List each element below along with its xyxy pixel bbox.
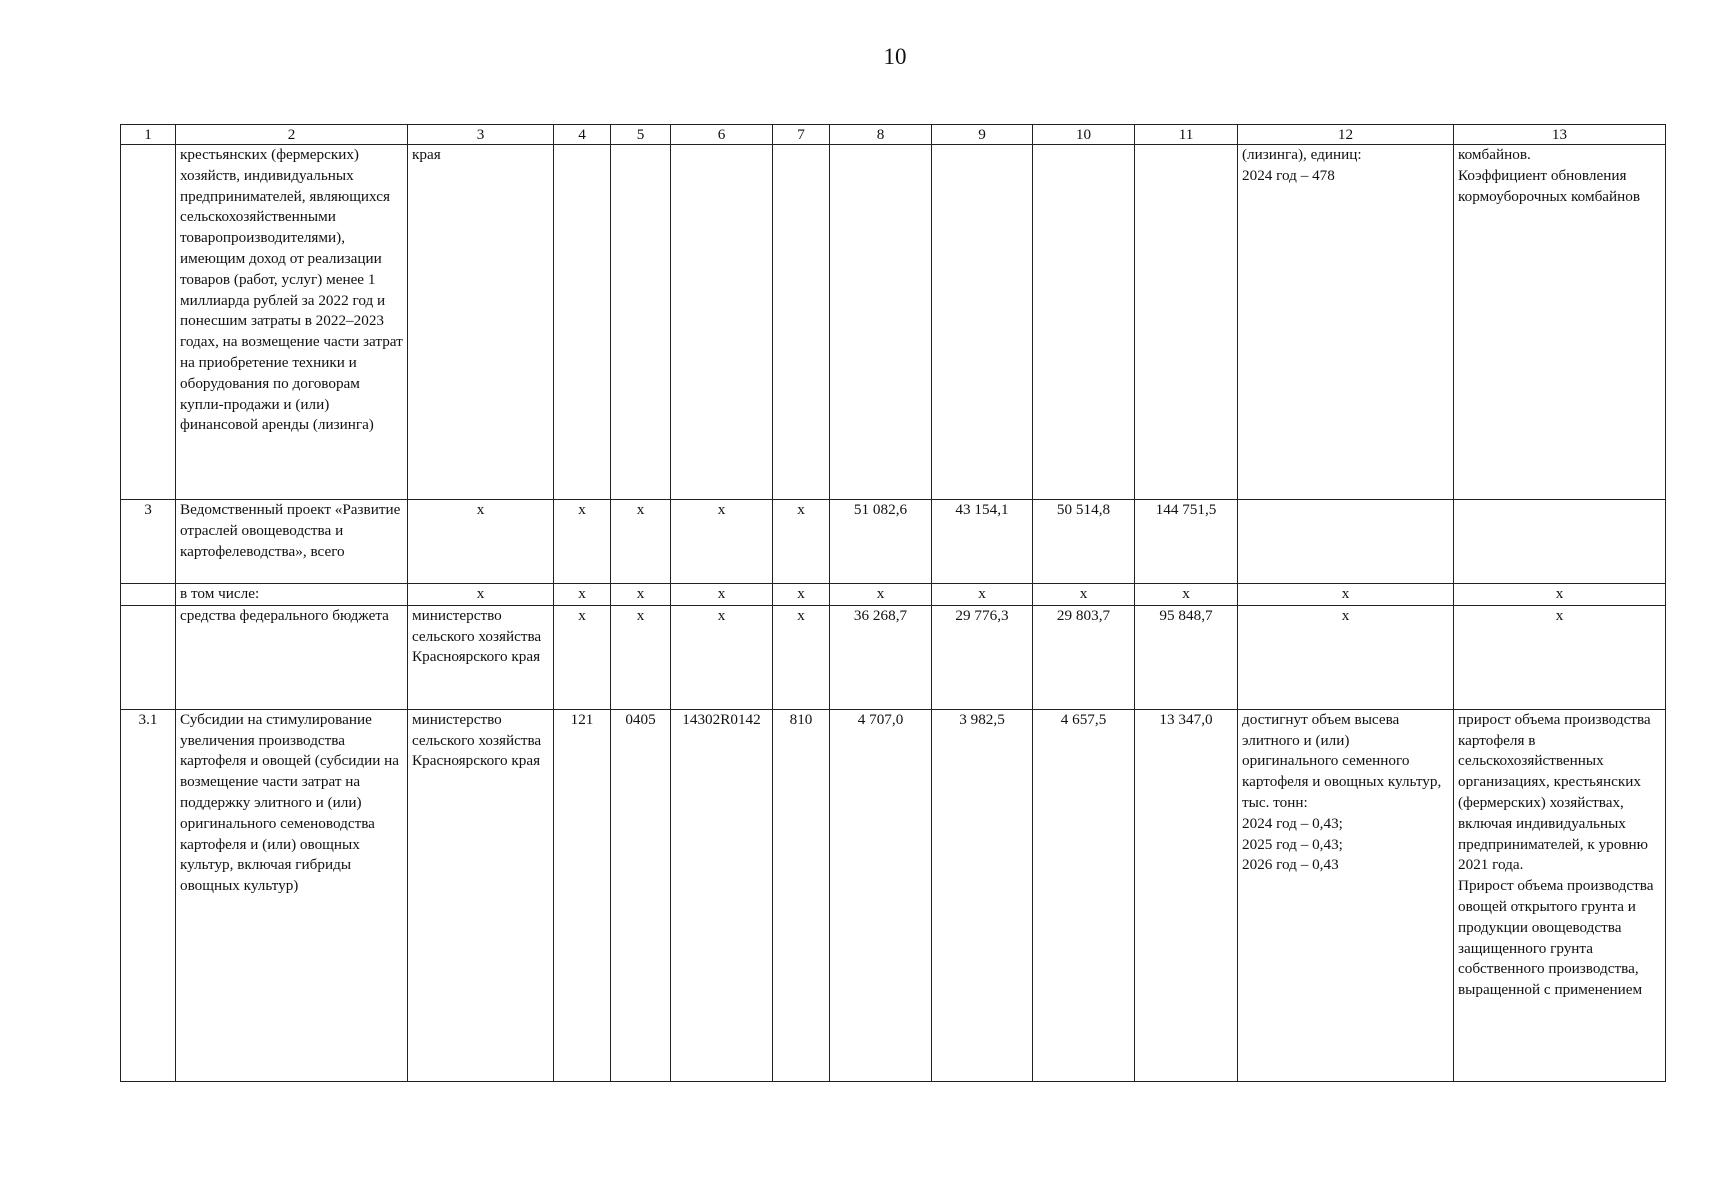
column-header: 4 xyxy=(554,125,611,145)
including-label: в том числе: xyxy=(176,584,408,606)
column-header: 12 xyxy=(1238,125,1454,145)
column-header: 10 xyxy=(1033,125,1135,145)
column-header: 6 xyxy=(671,125,773,145)
table-cell: х xyxy=(1033,584,1135,606)
table-cell xyxy=(1238,500,1454,584)
table-cell: х xyxy=(554,605,611,709)
amount-total: 144 751,5 xyxy=(1135,500,1238,584)
table-cell xyxy=(121,605,176,709)
amount-total: 95 848,7 xyxy=(1135,605,1238,709)
table-cell: х xyxy=(611,605,671,709)
indicator-cell: прирост объема производства картофеля в сельскохозяйственных организациях, крестьянских (фермерских) хозяйствах, включая индивидуальных предпринимателей, к уровню 2021 года. Прирост объема производства овощей открытого грунта и продукции овощеводства защищенного грунта собственного производства, выращенной с применением xyxy=(1454,709,1666,1081)
table-cell: х xyxy=(773,500,830,584)
table-cell xyxy=(773,145,830,500)
page-number: 10 xyxy=(883,44,907,69)
column-header: 11 xyxy=(1135,125,1238,145)
table-cell xyxy=(671,145,773,500)
amount-2024: 36 268,7 xyxy=(830,605,932,709)
amount-2026: 4 657,5 xyxy=(1033,709,1135,1081)
column-number-row xyxy=(121,125,1666,145)
amount-total: 13 347,0 xyxy=(1135,709,1238,1081)
column-header: 5 xyxy=(611,125,671,145)
column-header: 1 xyxy=(121,125,176,145)
column-header: 13 xyxy=(1454,125,1666,145)
amount-2024: 4 707,0 xyxy=(830,709,932,1081)
column-header: 3 xyxy=(408,125,554,145)
amount-2025: 43 154,1 xyxy=(932,500,1033,584)
table-cell: х xyxy=(830,584,932,606)
table-cell: х xyxy=(773,605,830,709)
code-cell: 121 xyxy=(554,709,611,1081)
federal-budget-row xyxy=(121,605,1666,709)
table-cell xyxy=(932,145,1033,500)
executor-cell: министерство сельского хозяйства Красноярского края xyxy=(408,709,554,1081)
code-cell: 14302R0142 xyxy=(671,709,773,1081)
table-cell: х xyxy=(671,584,773,606)
table-cell: х xyxy=(671,605,773,709)
including-row xyxy=(121,584,1666,606)
table-cell xyxy=(1135,145,1238,500)
table-cell xyxy=(121,145,176,500)
column-header: 2 xyxy=(176,125,408,145)
table-cell xyxy=(611,145,671,500)
table-cell: х xyxy=(1454,605,1666,709)
executor-cell: министерство сельского хозяйства Красноярского края xyxy=(408,605,554,709)
table-cell xyxy=(830,145,932,500)
measure-description: Субсидии на стимулирование увеличения производства картофеля и овощей (субсидии на возмещение части затрат на поддержку элитного и (или) оригинального семеноводства картофеля и (или) овощных культур, включая гибриды овощных культур) xyxy=(176,709,408,1081)
table-cell: х xyxy=(554,500,611,584)
table-cell: х xyxy=(611,500,671,584)
table-cell: х xyxy=(671,500,773,584)
table-cell: х xyxy=(1238,584,1454,606)
table-cell: х xyxy=(1238,605,1454,709)
item-3-1-row xyxy=(121,709,1666,1081)
amount-2025: 3 982,5 xyxy=(932,709,1033,1081)
table-cell: х xyxy=(611,584,671,606)
table-cell: х xyxy=(1135,584,1238,606)
table-cell: х xyxy=(932,584,1033,606)
measure-description: Ведомственный проект «Развитие отраслей овощеводства и картофелеводства», всего xyxy=(176,500,408,584)
continuation-row xyxy=(121,145,1666,500)
measure-description: крестьянских (фермерских) хозяйств, индивидуальных предпринимателей, являющихся сельскохозяйственными товаропроизводителями), имеющим доход от реализации товаров (работ, услуг) менее 1 миллиарда рублей за 2022 год и понесшим затраты в 2022–2023 годах, на возмещение части затрат на приобретение техники и оборудования по договорам купли-продажи и (или) финансовой аренды (лизинга) xyxy=(176,145,408,500)
executor-cell: края xyxy=(408,145,554,500)
column-header: 8 xyxy=(830,125,932,145)
funding-source: средства федерального бюджета xyxy=(176,605,408,709)
table-cell: х xyxy=(1454,584,1666,606)
amount-2024: 51 082,6 xyxy=(830,500,932,584)
result-cell: (лизинга), единиц: 2024 год – 478 xyxy=(1238,145,1454,500)
table-cell xyxy=(1454,500,1666,584)
table-cell: х xyxy=(408,584,554,606)
indicator-cell: комбайнов. Коэффициент обновления кормоуборочных комбайнов xyxy=(1454,145,1666,500)
result-cell: достигнут объем высева элитного и (или) оригинального семенного картофеля и овощных культур, тыс. тонн: 2024 год – 0,43; 2025 год – 0,43; 2026 год – 0,43 xyxy=(1238,709,1454,1081)
table-cell xyxy=(554,145,611,500)
code-cell: 0405 xyxy=(611,709,671,1081)
table-cell: х xyxy=(408,500,554,584)
amount-2025: 29 776,3 xyxy=(932,605,1033,709)
table-cell xyxy=(1033,145,1135,500)
table-cell xyxy=(121,584,176,606)
code-cell: 810 xyxy=(773,709,830,1081)
column-header: 9 xyxy=(932,125,1033,145)
table-cell: х xyxy=(773,584,830,606)
project-3-row xyxy=(121,500,1666,584)
table-cell: х xyxy=(554,584,611,606)
row-number: 3.1 xyxy=(121,709,176,1081)
budget-table xyxy=(120,124,1666,1082)
amount-2026: 50 514,8 xyxy=(1033,500,1135,584)
amount-2026: 29 803,7 xyxy=(1033,605,1135,709)
column-header: 7 xyxy=(773,125,830,145)
row-number: 3 xyxy=(121,500,176,584)
